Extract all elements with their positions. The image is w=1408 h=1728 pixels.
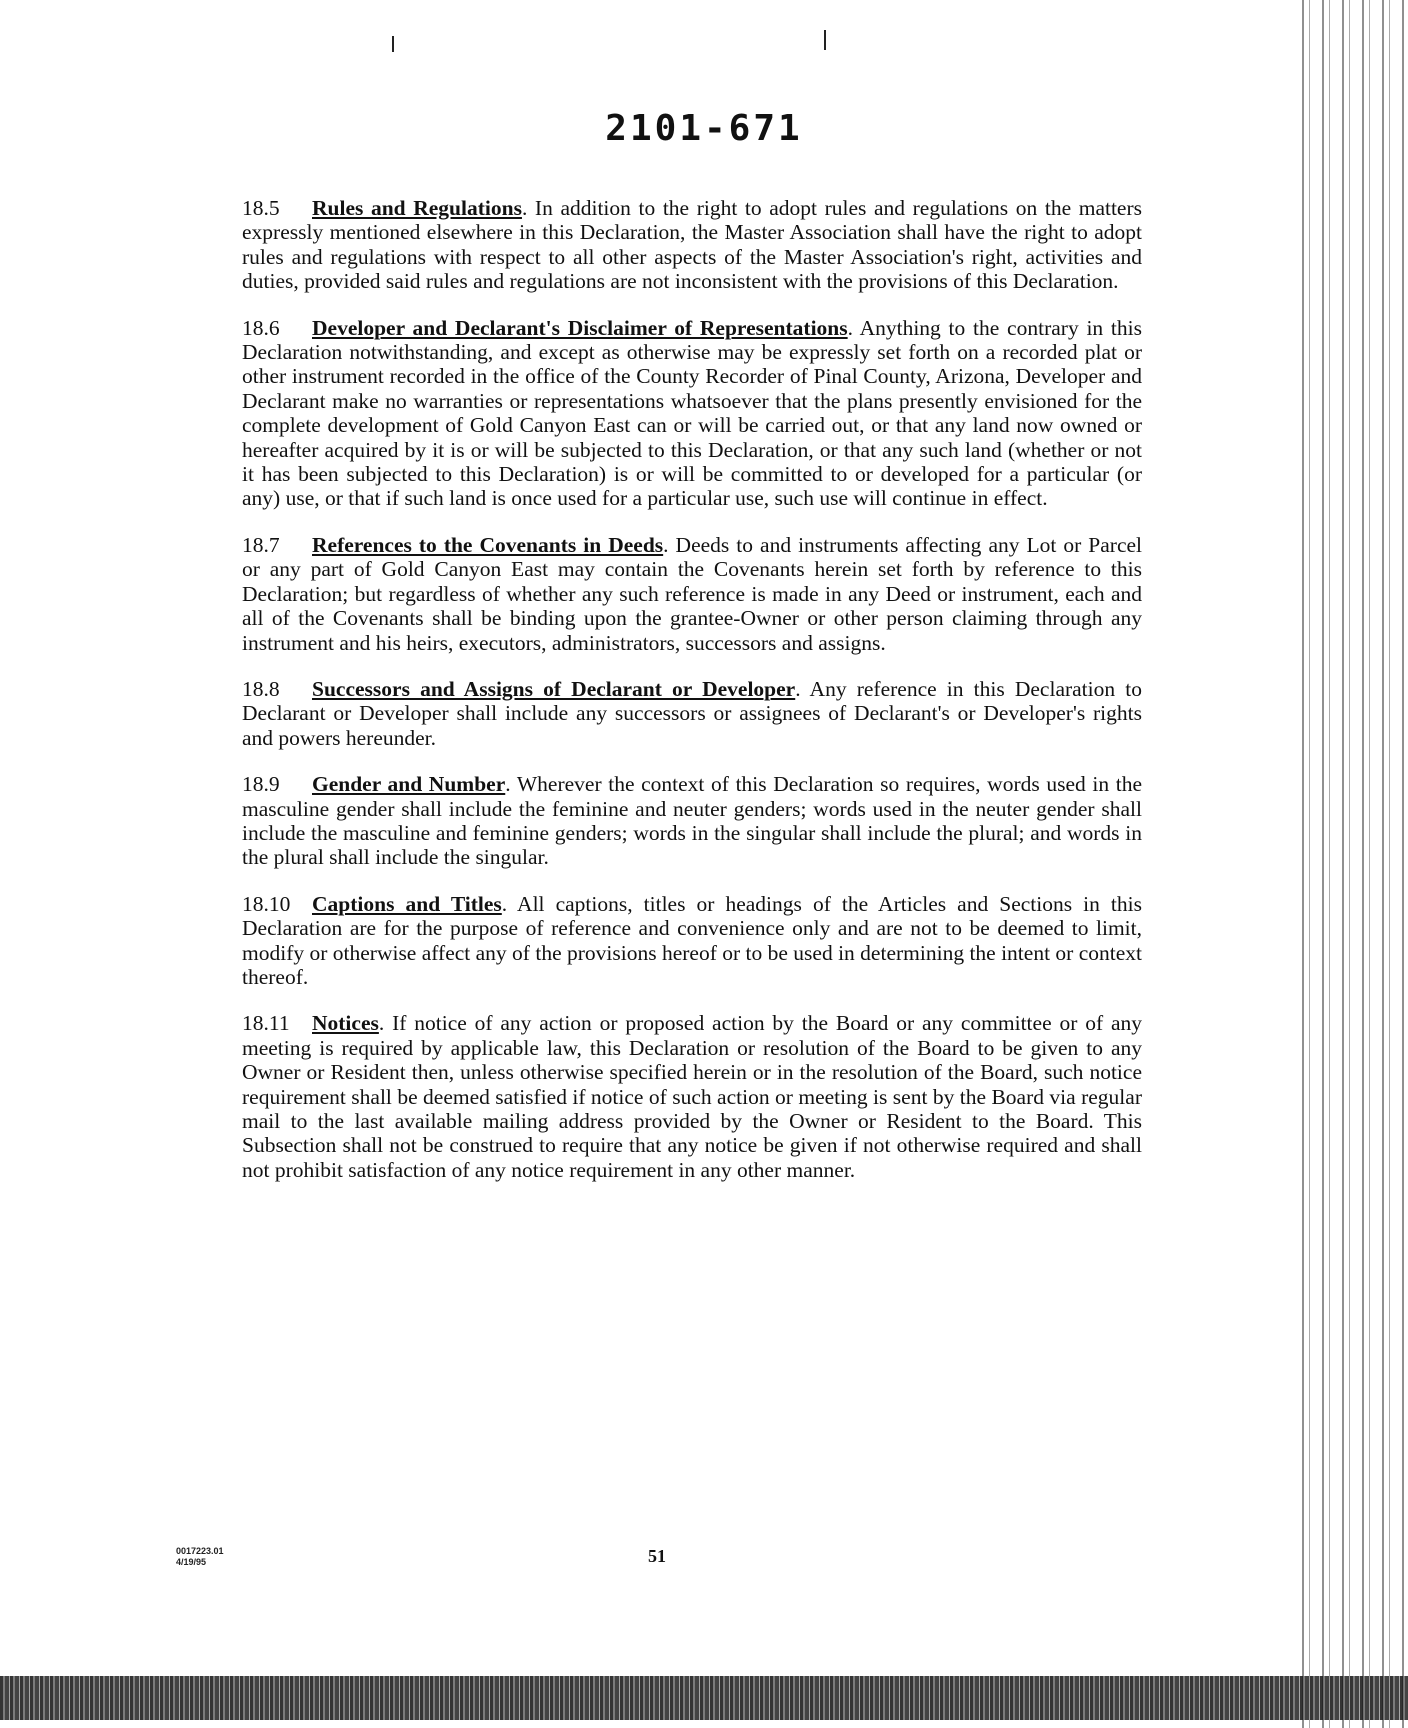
section-text: . Anything to the contrary in this Declaration notwithstanding, and except as otherwise may be expressly set forth on a recorded plat or other instrument recorded in the office of the County Recorder of Pinal County, Arizona, Developer and Declarant make no warranties or representations whatsoever that the plans presently envisioned for the complete development of Gold Canyon East can or will be carried out, or that any land now owned or hereafter acquired by it is or will be subjected to this Declaration, or that any such land (whether or not it has been subjected to this Declaration) is or will be committed to or developed for a particular (or any) use, or that if such land is once used for a particular use, such use will continue in effect. xyxy=(242,315,1142,511)
section-18-10 xyxy=(242,892,1142,990)
section-text: . If notice of any action or proposed action by the Board or any committee or of any meeting is required by applicable law, this Declaration or resolution of the Board to be given to any Owner or Resident then, unless otherwise specified herein or in the resolution of the Board, such notice requirement shall be deemed satisfied if notice of such action or meeting is sent by the Board via regular mail to the last available mailing address provided by the Owner or Resident to the Board. This Subsection shall not be construed to require that any notice be given if not otherwise required and shall not prohibit satisfaction of any notice requirement in any other manner. xyxy=(242,1011,1142,1182)
scan-mark xyxy=(392,36,394,52)
section-18-9 xyxy=(242,772,1142,870)
section-heading: Rules and Regulations xyxy=(312,196,522,220)
section-18-8 xyxy=(242,677,1142,750)
section-heading: Gender and Number xyxy=(312,772,506,797)
section-text: . Deeds to and instruments affecting any Lot or Parcel or any part of Gold Canyon East may contain the Covenants herein set forth by reference to this Declaration; but regardless of whether any such reference is made in any Deed or instrument, each and all of the Covenants shall be binding upon the grantee-Owner or other person claiming through any instrument and his heirs, executors, administrators, successors and assigns. xyxy=(242,532,1143,655)
section-text: . In addition to the right to adopt rules and regulations on the matters expressly mentioned elsewhere in this Declaration, the Master Association shall have the right to adopt rules and regulations with respect to all other aspects of the Master Association's right, activities and duties, provided said rules and regulations are not inconsistent with the provisions of this Declaration. xyxy=(242,196,1143,294)
section-number: 18.11 xyxy=(242,1011,290,1036)
recording-stamp: 2101-671 xyxy=(605,108,803,149)
section-text: . Any reference in this Declaration to Declarant or Developer shall include any successors or assignees of Declarant's or Developer's rights and powers hereunder. xyxy=(242,676,1142,750)
section-text: . All captions, titles or headings of the Articles and Sections in this Declaration are for the purpose of reference and convenience only and are not to be deemed to limit, modify or otherwise affect any of the provisions hereof or to be used in determining the intent or context thereof. xyxy=(242,891,1142,989)
document-date-line: 4/19/95 xyxy=(176,1557,207,1567)
section-heading: Successors and Assigns of Declarant or Developer xyxy=(312,676,796,701)
section-number: 18.10 xyxy=(242,891,291,916)
document-code xyxy=(176,1546,224,1568)
page-number: 51 xyxy=(648,1546,666,1566)
scan-edge-artifact xyxy=(1296,0,1408,1728)
scan-mark xyxy=(824,30,826,50)
document-code-line: 0017223.01 xyxy=(176,1546,224,1556)
section-18-6 xyxy=(242,316,1142,511)
section-heading: Notices xyxy=(312,1011,379,1036)
section-number: 18.9 xyxy=(242,772,280,797)
section-number: 18.5 xyxy=(242,196,280,220)
section-number: 18.7 xyxy=(242,532,280,557)
document-body xyxy=(242,196,1142,1204)
section-heading: Captions and Titles xyxy=(312,891,502,916)
scan-noise-strip xyxy=(0,1676,1408,1720)
section-18-5 xyxy=(242,196,1142,294)
section-heading: References to the Covenants in Deeds xyxy=(312,532,664,557)
section-number: 18.8 xyxy=(242,676,280,701)
section-number: 18.6 xyxy=(242,315,280,340)
section-heading: Developer and Declarant's Disclaimer of Representations xyxy=(312,315,848,340)
section-text: . Wherever the context of this Declaration so requires, words used in the masculine gender shall include the feminine and neuter genders; words used in the neuter gender shall include the masculine and feminine genders; words in the singular shall include the plural; and words in the plural shall include the singular. xyxy=(242,772,1143,870)
section-18-7 xyxy=(242,533,1142,655)
section-18-11 xyxy=(242,1011,1142,1182)
